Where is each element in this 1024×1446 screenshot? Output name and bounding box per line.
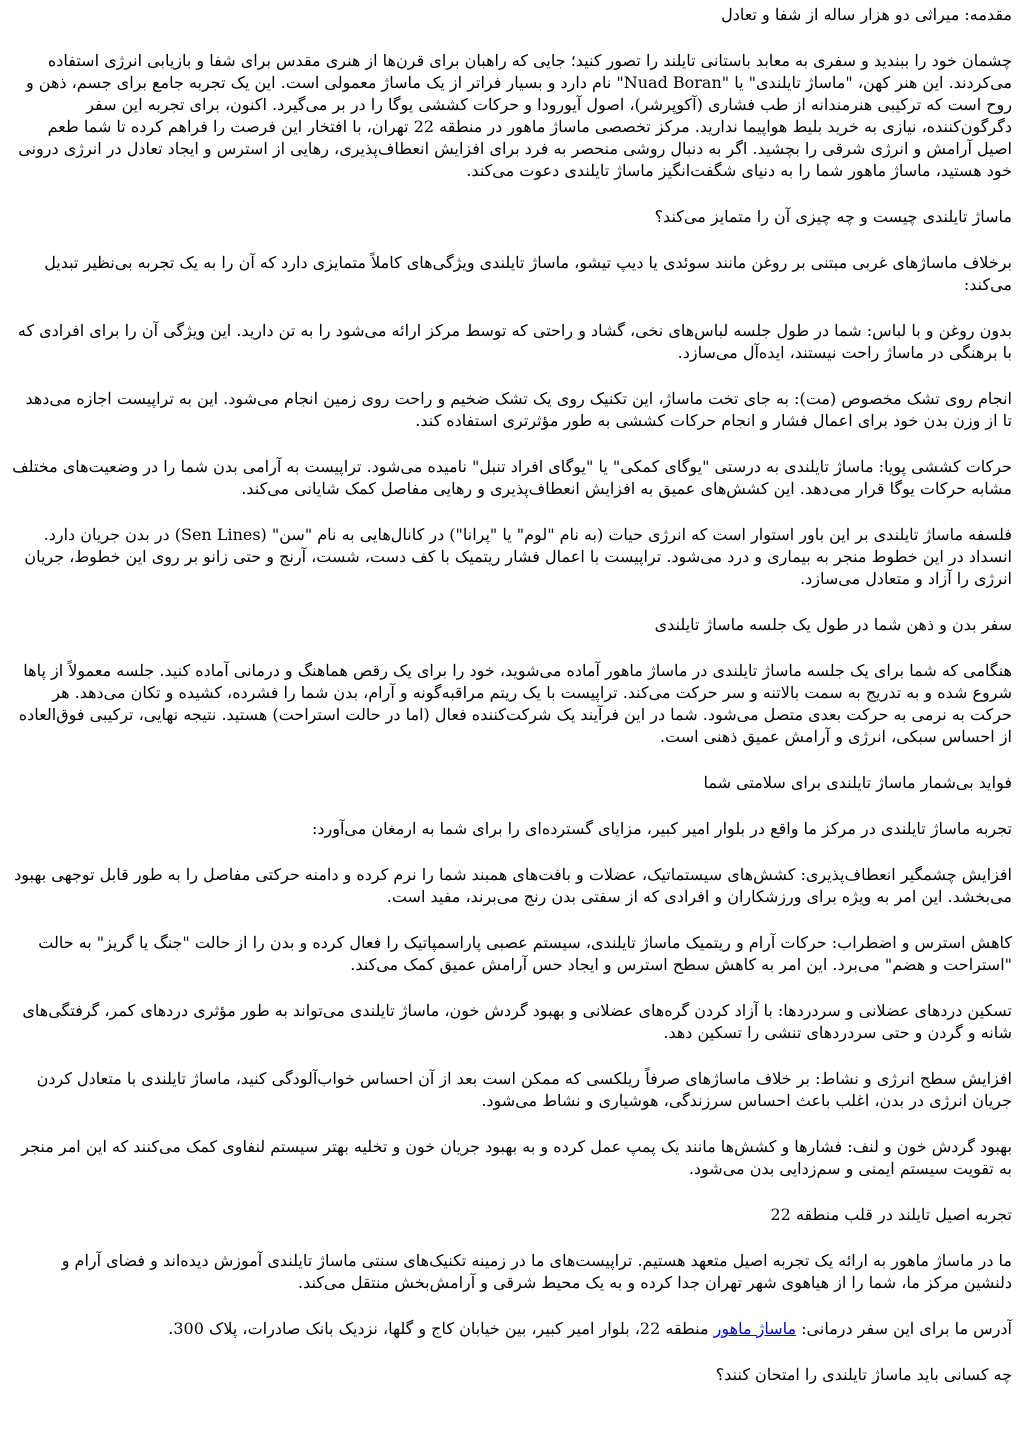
benefit-flexibility: افزایش چشمگیر انعطاف‌پذیری: کشش‌های سیستماتیک، عضلات و بافت‌های همبند شما را نرم کرده و دامنه حرکتی مفاصل را به طور قابل توجهی بهبود می‌بخشد. این امر به ویژه برای ورزشکاران و افرادی که از سفتی بدن رنج می‌برند، مفید است. [14,865,1012,906]
journey-paragraph: هنگامی که شما برای یک جلسه ماساژ تایلندی در ماساژ ماهور آماده می‌شوید، خود را برای یک رقص هماهنگ و درمانی آماده کنید. جلسه معمولاً از پاها شروع شده و به تدریج به سمت بالاتنه و سر حرکت می‌کند. تراپیست با یک ریتم مراقبه‌گونه و آرام، بدن شما را فشرده، کشیده و تکان می‌دهد. هر حرکت به نرمی به حرکت بعدی متصل می‌شود. شما در این فرآیند یک شرکت‌کننده فعال (اما در حالت استراحت) هستید. نتیجه نهایی، ترکیبی فوق‌العاده از احساس سبکی، انرژی و آرامش عمیق ذهنی است. [18,661,1012,746]
mahoor-link[interactable]: ماساژ ماهور [713,1319,797,1338]
benefit-energy: افزایش سطح انرژی و نشاط: بر خلاف ماساژهای صرفاً ریلکسی که ممکن است بعد از آن احساس خواب‌آلودگی کنید، ماساژ تایلندی با متعادل کردن جریان انرژی در بدن، اغلب باعث احساس سرزندگی، هوشیاری و نشاط می‌شود. [36,1069,1012,1110]
who-heading: چه کسانی باید ماساژ تایلندی را امتحان کنند؟ [715,1365,1012,1384]
journey-heading: سفر بدن و ذهن شما در طول یک جلسه ماساژ تایلندی [654,615,1012,634]
address-prefix: آدرس ما برای این سفر درمانی: [796,1319,1012,1338]
what-paragraph: برخلاف ماساژهای غربی مبتنی بر روغن مانند سوئدی یا دیپ تیشو، ماساژ تایلندی ویژگی‌های کاملاً متمایزی دارد که آن را به یک تجربه بی‌نظیر تبدیل می‌کند: [44,253,1012,294]
authentic-paragraph: ما در ماساژ ماهور به ارائه یک تجربه اصیل متعهد هستیم. تراپیست‌های ما در زمینه تکنیک‌های سنتی ماساژ تایلندی آموزش دیده‌اند و فضای آرام و دلنشین مرکز ما، شما را از هیاهوی شهر تهران جدا کرده و به یک محیط شرقی و آرامش‌بخش منتقل می‌کند. [61,1251,1012,1292]
authentic-heading: تجربه اصیل تایلند در قلب منطقه 22 [770,1205,1012,1224]
benefits-heading: فواید بی‌شمار ماساژ تایلندی برای سلامتی شما [703,773,1012,792]
intro-heading: مقدمه: میراثی دو هزار ساله از شفا و تعادل [721,5,1012,24]
feature-oil-free: بدون روغن و با لباس: شما در طول جلسه لباس‌های نخی، گشاد و راحتی که توسط مرکز ارائه می‌شود را به تن دارید. این ویژگی آن را برای افرادی که با برهنگی در ماساژ راحت نیستند، ایده‌آل می‌سازد. [17,321,1012,362]
benefit-stress: کاهش استرس و اضطراب: حرکات آرام و ریتمیک ماساژ تایلندی، سیستم عصبی پاراسمپاتیک را فعال کرده و بدن را از حالت "جنگ یا گریز" به حالت "استراحت و هضم" می‌برد. این امر به کاهش سطح استرس و ایجاد حس آرامش عمیق کمک می‌کند. [38,933,1012,974]
feature-stretching: حرکات کششی پویا: ماساژ تایلندی به درستی "یوگای کمکی" یا "یوگای افراد تنبل" نامیده می‌شود. تراپیست به آرامی بدن شما را در وضعیت‌های مختلف مشابه حرکات یوگا قرار می‌دهد. این کشش‌های عمیق به افزایش انعطاف‌پذیری و رهایی مفاصل کمک شایانی می‌کند. [12,457,1012,498]
benefits-intro: تجربه ماساژ تایلندی در مرکز ما واقع در بلوار امیر کبیر، مزایای گسترده‌ای را برای شما به ارمغان می‌آورد: [311,819,1012,838]
feature-mat: انجام روی تشک مخصوص (مت): به جای تخت ماساژ، این تکنیک روی یک تشک ضخیم و راحت روی زمین انجام می‌شود. این به تراپیست اجازه می‌دهد تا از وزن بدن خود برای اعمال فشار و انجام حرکات کششی به طور مؤثرتری استفاده کند. [25,389,1012,430]
address-line [12,1318,1012,1340]
benefit-pain-relief: تسکین دردهای عضلانی و سردردها: با آزاد کردن گره‌های عضلانی و بهبود گردش خون، ماساژ تایلندی می‌تواند به طور مؤثری دردهای کمر، گرفتگی‌های شانه و گردن و حتی سردردهای تنشی را تسکین دهد. [22,1001,1012,1042]
article [12,0,1012,1386]
feature-sen-lines: فلسفه ماساژ تایلندی بر این باور استوار است که انرژی حیات (به نام "لوم" یا "پرانا") در کانال‌هایی به نام "سن" (Sen Lines) در بدن جریان دارد. انسداد در این خطوط منجر به بیماری و درد می‌شود. تراپیست با اعمال فشار ریتمیک با کف دست، شست، آرنج و حتی زانو بر روی این خطوط، جریان انرژی را آزاد و متعادل می‌سازد. [24,525,1012,588]
address-suffix: منطقه 22، بلوار امیر کبیر، بین خیابان کاج و گلها، نزدیک بانک صادرات، پلاک 300. [168,1319,714,1338]
benefit-circulation: بهبود گردش خون و لنف: فشارها و کشش‌ها مانند یک پمپ عمل کرده و به بهبود جریان خون و تخلیه بهتر سیستم لنفاوی کمک می‌کنند که این امر منجر به تقویت سیستم ایمنی و سم‌زدایی بدن می‌شود. [21,1137,1012,1178]
intro-paragraph: چشمان خود را ببندید و سفری به معابد باستانی تایلند را تصور کنید؛ جایی که راهبان برای قرن‌ها از هنری مقدس برای شفا و بازیابی انرژی استفاده می‌کردند. این هنر کهن، "ماساژ تایلندی" یا "Nuad Boran" نام دارد و بسیار فراتر از یک ماساژ معمولی است. این یک تجربه جامع برای جسم، ذهن و روح است که ترکیبی هنرمندانه از طب فشاری (آکوپرشر)، اصول آیورودا و حرکات کششی یوگا را در بر می‌گیرد. اکنون، برای تجربه این سفر دگرگون‌کننده، نیازی به خرید بلیط هواپیما ندارید. مرکز تخصصی ماساژ ماهور در منطقه 22 تهران، با افتخار این فرصت را فراهم کرده تا شما طعم اصیل آرامش و انرژی شرقی را بچشید. اگر به دنبال روشی منحصر به فرد برای افزایش انعطاف‌پذیری، رهایی از استرس و ایجاد تعادل در انرژی درونی خود هستید، ماساژ ماهور شما را به دنیای شگفت‌انگیز ماساژ تایلندی دعوت می‌کند. [18,51,1012,180]
what-heading: ماساژ تایلندی چیست و چه چیزی آن را متمایز می‌کند؟ [654,207,1012,226]
